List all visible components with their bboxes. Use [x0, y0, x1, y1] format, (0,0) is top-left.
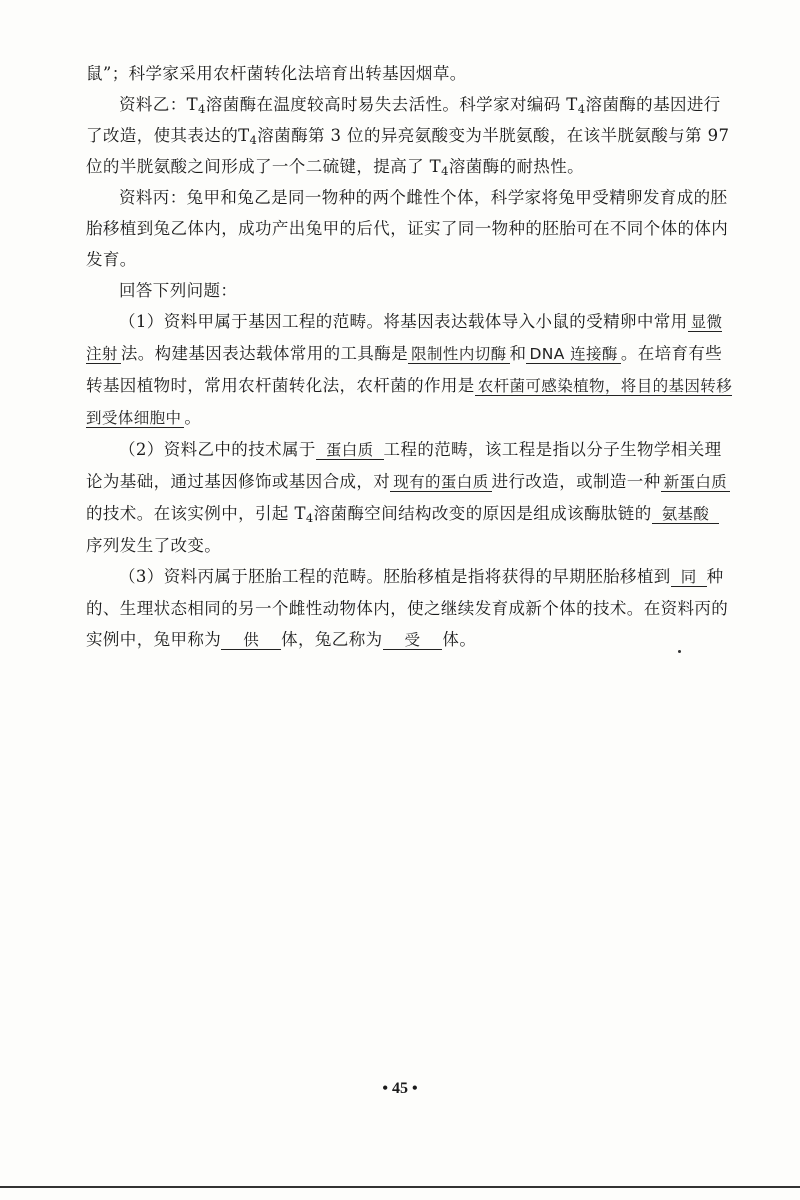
question-2: [86, 434, 736, 561]
text-span: 法。构建基因表达载体常用的工具酶是: [120, 344, 409, 363]
answer-blank: 同: [671, 568, 707, 587]
answer-blank: 农杆菌可感染植物，将目的基因转移到受体细胞中: [86, 377, 733, 427]
text-span: 鼠”；科学家采用农杆菌转化法培育出转基因烟草。: [86, 64, 467, 83]
text-span: 回答下列问题：: [119, 281, 238, 300]
paragraph-material-b: [86, 89, 736, 182]
answer-blank: 限制性内切酶: [408, 345, 509, 364]
text-span: 体。: [442, 630, 477, 649]
text-span: 进行改造，或制造一种: [491, 472, 661, 491]
text-span: 工程的范畴，该工程是指以分子生物学相关理论为基础，通过基因修饰或基因合成，对: [86, 440, 722, 491]
answer-blank: 受: [383, 631, 443, 650]
answer-blank: 新蛋白质: [661, 473, 731, 492]
text-span: 资料丙：兔甲和兔乙是同一物种的两个雌性个体，科学家将兔甲受精卵发育成的胚胎移植到兔乙体内，成功产出兔甲的后代，证实了同一物种的胚胎可在不同个体的体内发育。: [86, 188, 729, 269]
page-number: • 45 •: [382, 1080, 418, 1097]
text-span: 种的、生理状态相同的另一个雌性动物体内，使之继续发育成新个体的技术。在资料丙的实例中，兔甲称为: [86, 567, 729, 649]
answer-blank: 现有的蛋白质: [390, 473, 491, 492]
text-span: 的技术。在该实例中，引起 T: [86, 504, 306, 523]
paragraph-prompt: [86, 275, 736, 306]
answer-blank: 显微注射: [86, 313, 723, 363]
text-span: 。: [184, 408, 202, 427]
text-span: 序列发生了改变。: [86, 536, 222, 555]
text-span: （3）资料丙属于胚胎工程的范畴。胚胎移植是指将获得的早期胚胎移植到: [119, 567, 671, 586]
text-span: 。在培育有些转基因植物时，常用农杆菌转化法，农杆菌的作用是: [86, 344, 723, 395]
text-span: 溶菌酶空间结构改变的原因是组成该酶肽链的: [313, 504, 652, 523]
text-span: 溶菌酶的耐热性。: [448, 157, 585, 176]
text-span: 溶菌酶的基因进行了改造，使其表达的T: [86, 95, 721, 145]
bottom-rule: [0, 1186, 800, 1188]
subscript: 4: [249, 132, 258, 147]
stray-dot: [678, 650, 681, 653]
subscript: 4: [305, 510, 314, 525]
text-span: 和: [509, 344, 527, 363]
subscript: 4: [441, 163, 449, 178]
paragraph-continuation: [86, 58, 736, 89]
text-span: （2）资料乙中的技术属于: [119, 440, 316, 459]
answer-blank: 供: [221, 631, 281, 650]
text-span: 溶菌酶在温度较高时易失去活性。科学家对编码 T: [205, 95, 578, 114]
text-span: 资料乙：T: [119, 95, 199, 114]
subscript: 4: [198, 101, 206, 116]
answer-blank: 氨基酸: [652, 505, 720, 524]
question-1: [86, 306, 736, 434]
body-text: [86, 58, 736, 656]
question-3: [86, 561, 736, 656]
subscript: 4: [577, 101, 586, 116]
text-span: 体，兔乙称为: [281, 630, 383, 649]
answer-blank: 蛋白质: [316, 441, 384, 460]
text-span: （1）资料甲属于基因工程的范畴。将基因表达载体导入小鼠的受精卵中常用: [119, 312, 688, 331]
paragraph-material-c: [86, 182, 736, 275]
answer-blank: DNA 连接酶: [526, 345, 620, 364]
text-span: 溶菌酶第 3 位的异亮氨酸变为半胱氨酸，在该半胱氨酸与第 97 位的半胱氨酸之间形成了一个二硫键，提高了 T: [86, 126, 730, 176]
